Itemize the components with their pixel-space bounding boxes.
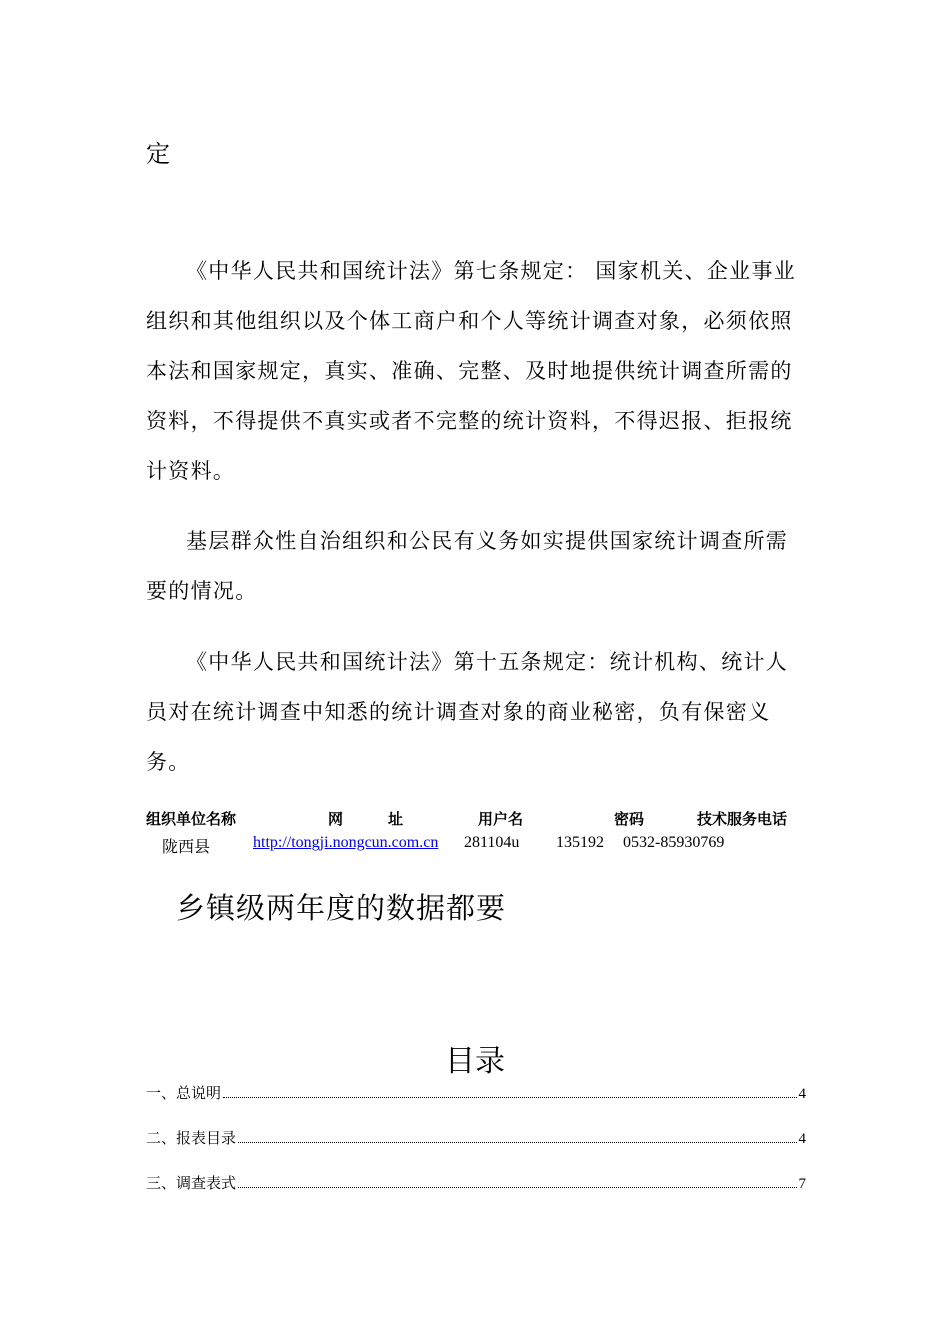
header-username: 用户名 <box>478 810 524 828</box>
cell-phone: 0532-85930769 <box>623 834 725 851</box>
paragraph-line: 组织和其他组织以及个体工商户和个人等统计调查对象，必须依照 <box>146 309 793 333</box>
data-note: 乡镇级两年度的数据都要 <box>176 891 507 925</box>
stats-site-link[interactable]: http://tongji.nongcun.com.cn <box>253 834 439 851</box>
toc-leader-dots <box>238 1142 796 1143</box>
grassroots-obligation-paragraph <box>146 516 806 616</box>
toc-entry-label: 三、调查表式 <box>146 1174 237 1192</box>
header-url-b: 址 <box>388 810 404 828</box>
paragraph-line: 《中华人民共和国统计法》第七条规定： 国家机关、企业事业 <box>186 259 797 283</box>
header-org: 组织单位名称 <box>146 810 237 828</box>
toc-entry-page: 4 <box>798 1086 806 1102</box>
toc-entry-page: 4 <box>798 1131 806 1147</box>
toc-entry-label: 二、报表目录 <box>146 1129 237 1147</box>
law-article-15-paragraph <box>146 637 806 787</box>
law-article-7-paragraph <box>146 246 806 496</box>
paragraph-line: 员对在统计调查中知悉的统计调查对象的商业秘密，负有保密义务。 <box>146 700 771 774</box>
toc-leader-dots <box>238 1187 796 1188</box>
header-password: 密码 <box>614 810 645 828</box>
section-heading-fragment: 定 <box>146 140 170 168</box>
toc-leader-dots <box>223 1097 796 1098</box>
cell-org: 陇西县 <box>162 839 211 856</box>
toc-entry-label: 一、总说明 <box>146 1084 222 1102</box>
toc-entry-page: 7 <box>798 1176 806 1192</box>
cell-username: 281104u <box>464 834 520 851</box>
header-phone: 技术服务电话 <box>697 810 788 828</box>
paragraph-line: 计资料。 <box>146 459 236 483</box>
paragraph-line: 《中华人民共和国统计法》第十五条规定：统计机构、统计人 <box>186 650 789 674</box>
toc-title: 目录 <box>445 1044 505 1079</box>
paragraph-line: 资料，不得提供不真实或者不完整的统计资料，不得迟报、拒报统 <box>146 409 793 433</box>
paragraph-line: 本法和国家规定，真实、准确、完整、及时地提供统计调查所需的 <box>146 359 793 383</box>
cell-password: 135192 <box>556 834 604 851</box>
toc-entry[interactable] <box>146 1171 806 1193</box>
toc-entry[interactable] <box>146 1081 806 1103</box>
header-url-a: 网 <box>328 810 344 828</box>
toc-entry[interactable] <box>146 1126 806 1148</box>
paragraph-line: 要的情况。 <box>146 579 258 603</box>
paragraph-line: 基层群众性自治组织和公民有义务如实提供国家统计调查所需 <box>186 529 789 553</box>
